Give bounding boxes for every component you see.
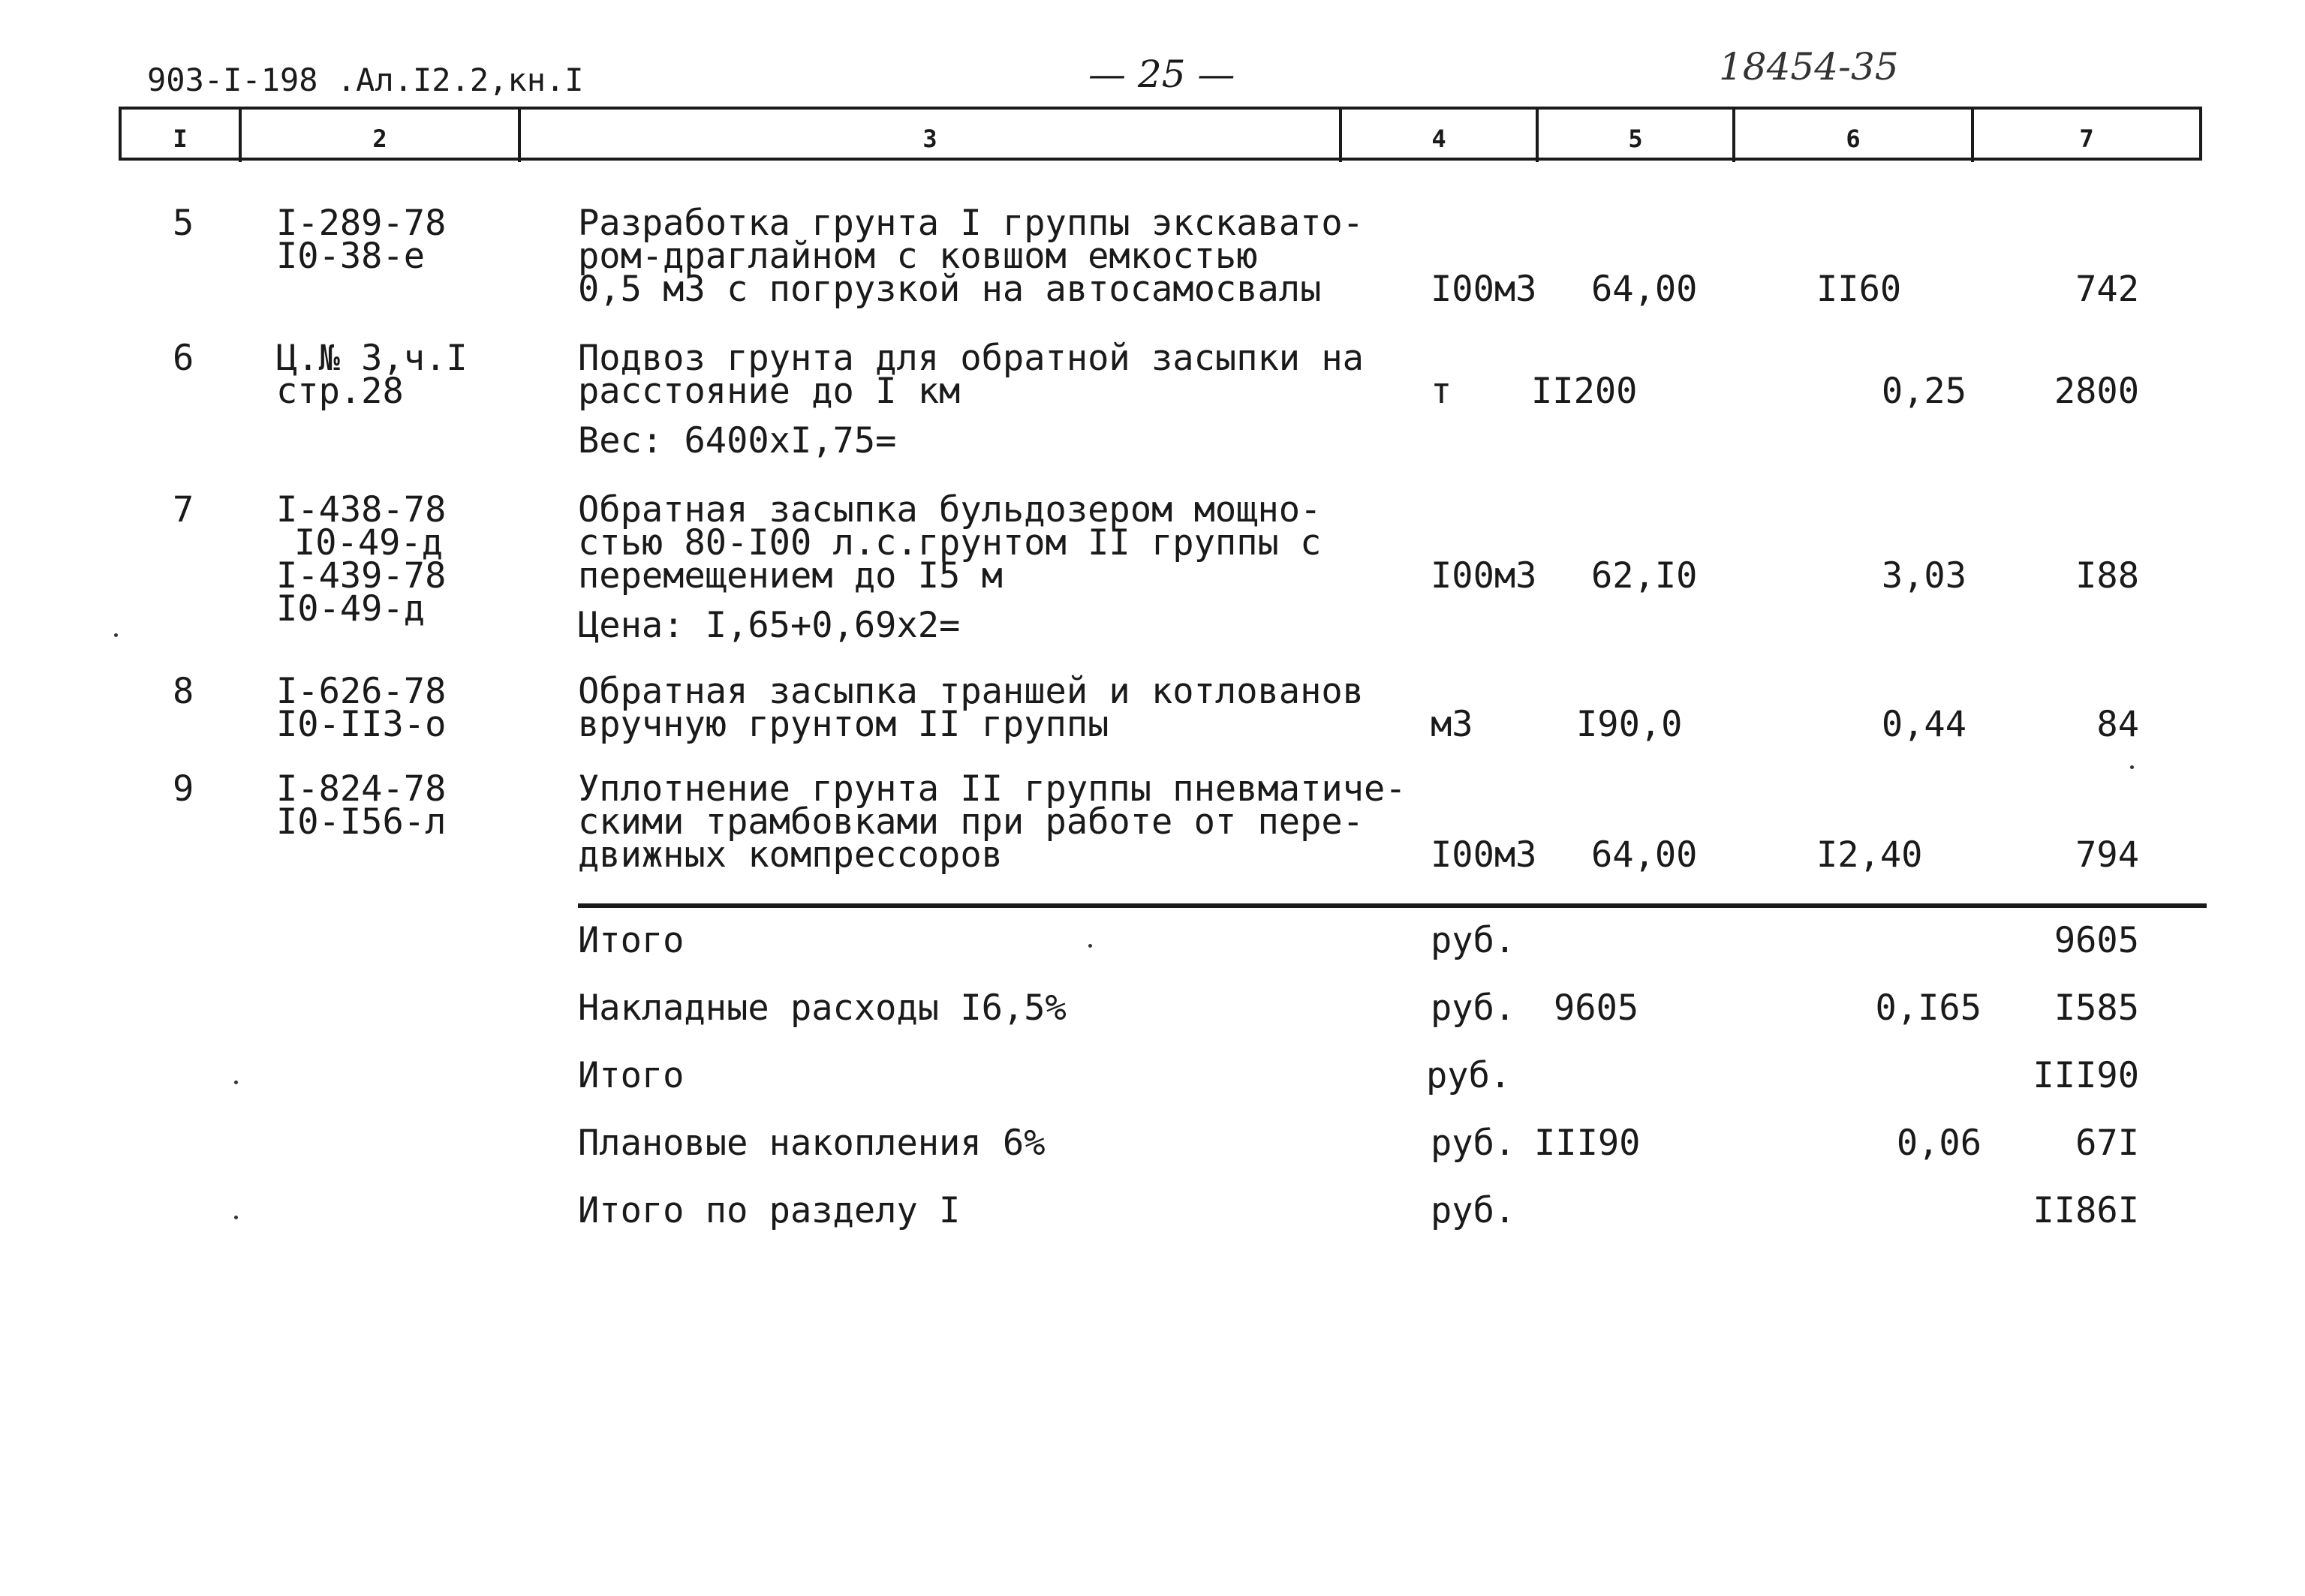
rate-ref: I-626-78 <box>276 671 447 712</box>
work-description: стью 80-I00 л.с.грунтом II группы с <box>578 522 1322 564</box>
work-description: Обратная засыпка траншей и котлованов <box>578 671 1364 712</box>
quantity: II200 <box>1531 371 1638 412</box>
summary-total: I585 <box>2054 987 2139 1029</box>
line-total: I88 <box>2075 555 2139 597</box>
work-description: Уплотнение грунта II группы пневматиче- <box>578 768 1407 810</box>
rate-ref: I0-I56-л <box>276 801 447 843</box>
unit: I00м3 <box>1431 269 1537 310</box>
rate-ref: Ц.№ 3,ч.I <box>276 338 468 379</box>
quantity: 64,00 <box>1591 269 1698 310</box>
scan-speck <box>2130 765 2134 769</box>
row-number: 9 <box>173 768 194 810</box>
summary-unit: руб. <box>1426 1055 1512 1096</box>
summary-rate: 0,I65 <box>1875 987 1982 1029</box>
summary-unit: руб. <box>1431 920 1516 961</box>
unit-price: II60 <box>1816 269 1902 310</box>
unit-price: 0,44 <box>1881 704 1966 745</box>
summary-total: III90 <box>2033 1055 2139 1096</box>
work-description: ром-драглайном с ковшом емкостью <box>578 236 1258 277</box>
totals-separator <box>578 903 2207 908</box>
column-number-6: 6 <box>1846 125 1861 153</box>
scan-speck <box>1088 944 1092 948</box>
unit-price: I2,40 <box>1816 834 1923 876</box>
work-description: движных компрессоров <box>578 834 1003 876</box>
row-number: 8 <box>173 671 194 712</box>
rate-ref: I0-II3-о <box>276 704 447 745</box>
summary-base: 9605 <box>1554 987 1639 1029</box>
document-code: 903-I-198 .Ал.I2.2,кн.I <box>147 62 584 98</box>
line-total: 84 <box>2096 704 2139 745</box>
summary-total: II86I <box>2033 1190 2139 1231</box>
work-description: расстояние до I км <box>578 371 961 412</box>
unit: т <box>1431 371 1452 412</box>
summary-base: III90 <box>1534 1123 1641 1164</box>
work-description: Разработка грунта I группы экскавато- <box>578 203 1364 244</box>
work-description: Обратная засыпка бульдозером мощно- <box>578 489 1322 530</box>
rate-ref: I0-49-д <box>294 522 444 564</box>
column-number-3: 3 <box>922 125 937 153</box>
scan-speck <box>114 633 118 637</box>
summary-label: Итого по разделу I <box>578 1190 961 1231</box>
calc-note: Цена: I,65+0,69х2= <box>578 605 961 646</box>
page-number: — 25 — <box>1088 53 1235 96</box>
quantity: I90,0 <box>1576 704 1683 745</box>
line-total: 2800 <box>2054 371 2139 412</box>
unit: I00м3 <box>1431 555 1537 597</box>
rate-ref: стр.28 <box>276 371 404 412</box>
row-number: 5 <box>173 203 194 244</box>
unit: м3 <box>1431 704 1473 745</box>
summary-total: 9605 <box>2054 920 2139 961</box>
row-number: 7 <box>173 489 194 530</box>
rate-ref: I-289-78 <box>276 203 447 244</box>
rate-ref: I0-49-д <box>276 588 426 630</box>
summary-label: Итого <box>578 1055 685 1096</box>
work-description: вручную грунтом II группы <box>578 704 1109 745</box>
unit-price: 3,03 <box>1881 555 1966 597</box>
column-number-7: 7 <box>2079 125 2094 153</box>
rate-ref: I0-38-е <box>276 236 426 277</box>
work-description: перемещением до I5 м <box>578 555 1003 597</box>
work-description: Подвоз грунта для обратной засыпки на <box>578 338 1364 379</box>
unit-price: 0,25 <box>1881 371 1966 412</box>
archive-stamp: 18454-35 <box>1719 45 1899 89</box>
unit: I00м3 <box>1431 834 1537 876</box>
summary-label: Итого <box>578 920 685 961</box>
column-number-1: I <box>173 125 188 153</box>
quantity: 62,I0 <box>1591 555 1698 597</box>
rate-ref: I-438-78 <box>276 489 447 530</box>
summary-total: 67I <box>2075 1123 2139 1164</box>
rate-ref: I-824-78 <box>276 768 447 810</box>
summary-rate: 0,06 <box>1896 1123 1982 1164</box>
summary-unit: руб. <box>1431 987 1516 1029</box>
summary-label: Накладные расходы I6,5% <box>578 987 1067 1029</box>
summary-unit: руб. <box>1431 1123 1516 1164</box>
quantity: 64,00 <box>1591 834 1698 876</box>
line-total: 794 <box>2075 834 2139 876</box>
line-total: 742 <box>2075 269 2139 310</box>
column-number-5: 5 <box>1628 125 1643 153</box>
calc-note: Вес: 6400хI,75= <box>578 420 897 461</box>
summary-unit: руб. <box>1431 1190 1516 1231</box>
column-number-4: 4 <box>1431 125 1446 153</box>
scan-speck <box>234 1081 238 1084</box>
column-number-2: 2 <box>372 125 387 153</box>
row-number: 6 <box>173 338 194 379</box>
rate-ref: I-439-78 <box>276 555 447 597</box>
work-description: 0,5 м3 с погрузкой на автосамосвалы <box>578 269 1322 310</box>
work-description: скими трамбовками при работе от пере- <box>578 801 1364 843</box>
scan-speck <box>234 1216 238 1219</box>
summary-label: Плановые накопления 6% <box>578 1123 1046 1164</box>
